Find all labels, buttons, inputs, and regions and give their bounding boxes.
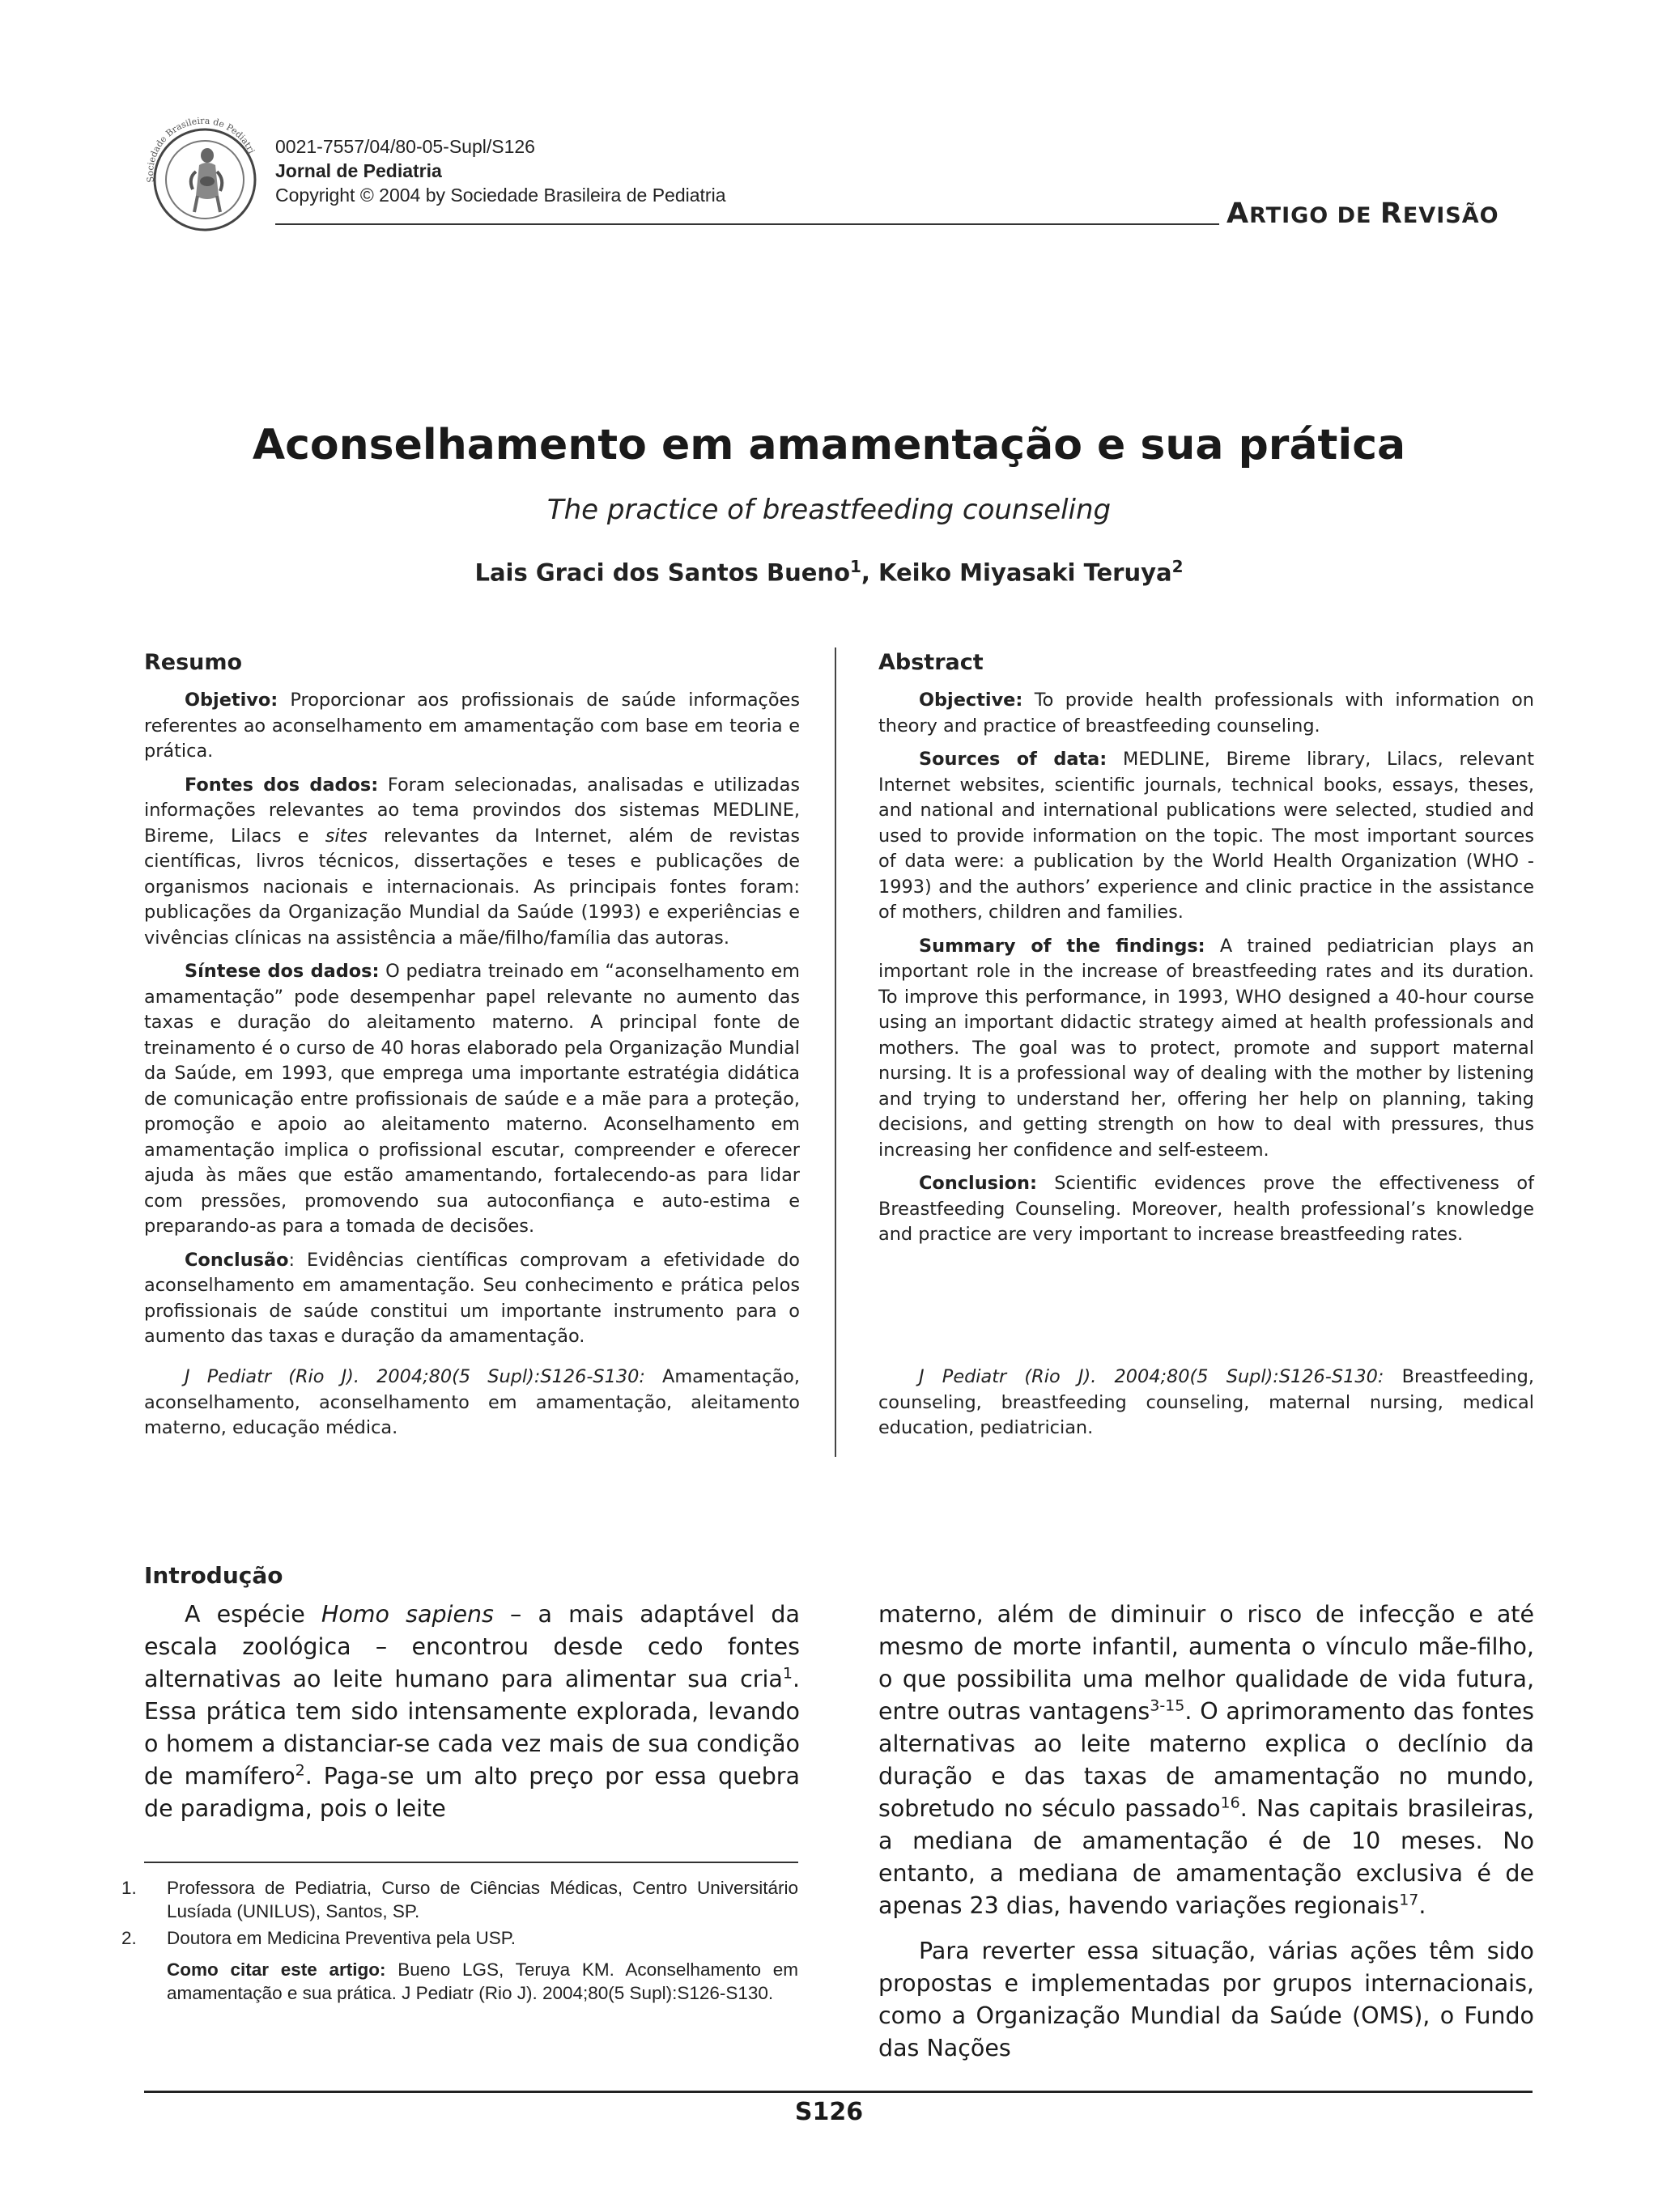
author-line: Lais Graci dos Santos Bueno$^1$, Keiko Miyasaki Teruya$^2$ (474, 557, 1184, 587)
abstract-sources: Sources of data: MEDLINE, Bireme library, Lilacs, relevant Internet websites, scientific journals, technical books, essays, theses, and national and international publications were selected, studied and used to provide information on the topic. The most important sources of data were: a publication by the World Health Organization (WHO - 1993) and the authors’ experience and clinic practice in the assistance of mothers, children and families. (878, 749, 1534, 923)
footnote-rule (144, 1862, 798, 1863)
intro-paragraph-2: Para reverter essa situação, várias ações têm sido propostas e implementadas por grupos internacionais, como a Organização Mundial da Saúde (OMS), o Fundo das Nações (878, 1938, 1534, 2061)
abstract-heading: Abstract (878, 650, 984, 675)
resumo-conclusion: Conclusão: Evidências científicas comprovam a efetividade do aconselhamento em amamentação. Seu conhecimento e prática pelos profissionais de saúde constitui um importante instrumento para o aumento das taxas e duração da amamentação. (144, 1249, 800, 1347)
resumo-keywords: J Pediatr (Rio J). 2004;80(5 Supl):S126-S130: Amamentação, aconselhamento, aconselhamento em amamentação, aleitamento materno, educação médica. (144, 1366, 800, 1438)
header-rule (275, 223, 1219, 225)
abstract-conclusion: Conclusion: Scientific evidences prove the effectiveness of Breastfeeding Counseling. Moreover, health professional’s knowledge and practice are very important to increase breastfeeding rates. (878, 1173, 1534, 1245)
article-title: Aconselhamento em amamentação e sua prática (252, 421, 1406, 469)
intro-left-column (144, 1598, 800, 1838)
footnotes (121, 1876, 798, 2005)
journal-name: Jornal de Pediatria (275, 160, 442, 181)
footer-rule (144, 2091, 1533, 2093)
resumo-heading: Resumo (144, 650, 243, 675)
column-divider (835, 647, 836, 1457)
resumo-synthesis: Síntese dos dados: O pediatra treinado em “aconselhamento em amamentação” pode desempenhar papel relevante no aumento das taxas e duração do aleitamento materno. A principal fonte de treinamento é o curso de 40 horas elaborado pela Organização Mundial da Saúde, em 1993, que emprega uma importante estratégia didática de comunicação entre profissionais de saúde e a mãe para a proteção, promoção e apoio ao aleitamento materno. Aconselhamento em amamentação implica o profissional escutar, compreender e oferecer ajuda às mães que estão amamentando, fortalecendo-as para lidar com pressões, promovendo sua autoconfiança e auto-estima e preparando-as para a tomada de decisões. (144, 961, 800, 1237)
footnote-1: 1. Professora de Pediatria, Curso de Ciências Médicas, Centro Universitário Lusíada (UNILUS), Santos, SP. (121, 1878, 798, 1921)
copyright-line: Copyright © 2004 by Sociedade Brasileira de Pediatria (275, 185, 726, 206)
journal-header (275, 134, 726, 207)
svg-text:Sociedade Brasileira de Pediat: Sociedade Brasileira de Pediatri (145, 115, 257, 184)
citation-note: Como citar este artigo: Bueno LGS, Teruya KM. Aconselhamento em amamentação e sua prática. J Pediatr (Rio J). 2004;80(5 Supl):S126-S130. (167, 1959, 798, 2003)
abstract-objective: Objective: To provide health professionals with information on theory and practice of breastfeeding counseling. (878, 690, 1534, 737)
abstract-summary: Summary of the findings: A trained pediatrician plays an important role in the increase of breastfeeding rates and its duration. To improve this performance, in 1993, WHO designed a 40-hour course using an important didactic strategy aimed at health professionals and mothers. The goal was to protect, promote and support maternal nursing. It is a professional way of dealing with the mother by listening and trying to understand her, offering her help on planning, taking decisions, and getting strength on how to deal with pressures, thus increasing her confidence and self-esteem. (878, 935, 1534, 1161)
abstract-keywords: J Pediatr (Rio J). 2004;80(5 Supl):S126-S130: Breastfeeding, counseling, breastfeeding counseling, maternal nursing, medical education, pediatrician. (878, 1366, 1534, 1438)
society-seal-logo (136, 105, 274, 243)
intro-paragraph-1: A espécie Homo sapiens – a mais adaptável da escala zoológica – encontrou desde cedo fontes alternativas ao leite humano para alimentar sua cria$^1$. Essa prática tem sido intensamente explorada, levando o homem a distanciar-se cada vez mais de sua condição de mamífero$^2$. Paga-se um alto preço por essa quebra de paradigma, pois o leite (144, 1601, 800, 1822)
abstract-body (878, 688, 1534, 1256)
doc-code: 0021-7557/04/80-05-Supl/S126 (275, 136, 535, 157)
footnote-2: 2. Doutora em Medicina Preventiva pela USP. (121, 1928, 517, 1948)
resumo-sources: Fontes dos dados: Foram selecionadas, analisadas e utilizadas informações relevantes ao tema provindos dos sistemas MEDLINE, Bireme, Lilacs e sites relevantes da Internet, além de revistas científicas, livros técnicos, dissertações e teses e publicações de organismos nacionais e internacionais. As principais fontes foram: publicações da Organização Mundial da Saúde (1993) e experiências e vivências clínicas na assistência a mãe/filho/família das autoras. (144, 774, 801, 949)
intro-paragraph-1-cont: materno, além de diminuir o risco de infecção e até mesmo de morte infantil, aumenta o vínculo mãe-filho, o que possibilita uma melhor qualidade de vida futura, entre outras vantagens$^{3-15}$. O aprimoramento das fontes alternativas ao leite materno explica o declínio da duração e das taxas de amamentação no mundo, sobretudo no século passado$^{16}$. Nas capitais brasileiras, a mediana de amamentação é de 10 meses. No entanto, a mediana de amamentação exclusiva é de apenas 23 dias, havendo variações regionais$^{17}$. (878, 1601, 1534, 1919)
page-number: S126 (794, 2098, 864, 2126)
intro-right-column (878, 1598, 1534, 2078)
section-label: ARTIGO DE REVISÃO (1226, 197, 1499, 230)
resumo-body (144, 688, 800, 1358)
article-subtitle: The practice of breastfeeding counseling (546, 494, 1112, 526)
resumo-objective: Objetivo: Proporcionar aos profissionais de saúde informações referentes ao aconselhamento em amamentação com base em teoria e prática. (144, 690, 800, 762)
intro-heading: Introdução (144, 1562, 283, 1589)
